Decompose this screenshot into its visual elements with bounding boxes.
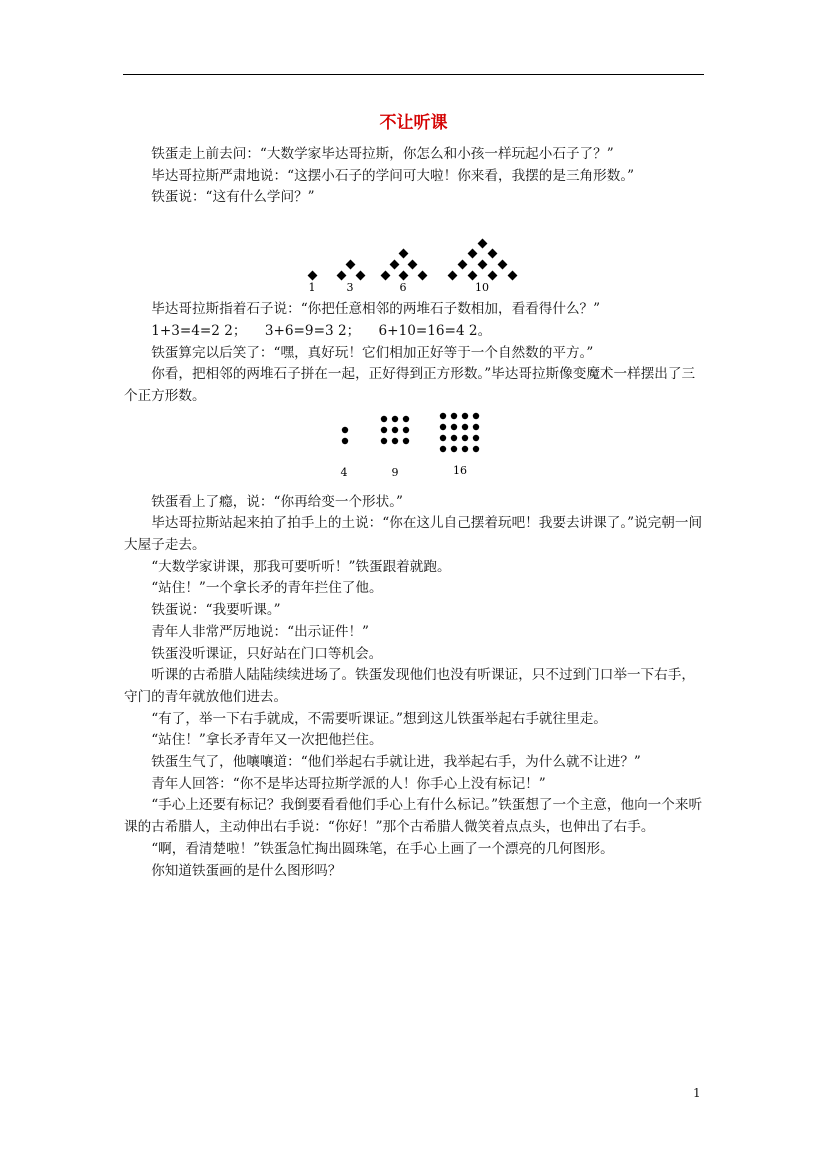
- figure-label: 3: [346, 281, 354, 292]
- figure-label: 10: [475, 281, 489, 292]
- stone-dot: [381, 271, 391, 281]
- paragraph: “大数学家讲课，那我可要听听！”铁蛋跟着就跑。: [151, 558, 451, 575]
- stone-dot: [458, 260, 468, 270]
- paragraph: 铁蛋没听课证，只好站在门口等机会。: [151, 645, 383, 662]
- stone-dot: [451, 434, 457, 440]
- stone-dot: [468, 271, 478, 281]
- stone-dot: [392, 426, 398, 432]
- stone-dot: [408, 260, 418, 270]
- stone-dot: [308, 271, 318, 281]
- stone-dot: [478, 239, 488, 249]
- stone-dot: [381, 415, 387, 421]
- stone-dot: [462, 445, 468, 451]
- stone-dot: [468, 249, 478, 259]
- stone-dot: [440, 423, 446, 429]
- paragraph: 毕达哥拉斯站起来拍了拍手上的土说：“你在这儿自己摆着玩吧！我要去讲课了。”说完朝一间大屋子走去。: [124, 515, 703, 554]
- figure-label: 16: [453, 463, 467, 477]
- stone-dot: [488, 249, 498, 259]
- stone-dot: [390, 260, 400, 270]
- figure-label: 1: [308, 281, 316, 292]
- paragraph: 你看，把相邻的两堆石子拼在一起，正好得到正方形数。”毕达哥拉斯像变魔术一样摆出了三个正方形数。: [124, 366, 696, 404]
- equation-line: [124, 321, 704, 343]
- stone-dot: [462, 434, 468, 440]
- paragraph: “站住！”拿长矛青年又一次把他拦住。: [151, 732, 383, 749]
- stone-dot: [403, 426, 409, 432]
- equation: 3+6=9=3 2；: [264, 322, 361, 339]
- stone-dot: [399, 249, 409, 259]
- stone-dot: [473, 445, 479, 451]
- paragraph: “手心上还要有标记？我倒要看看他们手心上有什么标记。”铁蛋想了一个主意，他向一个来听课的古希腊人，主动伸出右手说：“你好！”那个古希腊人微笑着点点头，也伸出了右手。: [124, 797, 703, 836]
- stone-dot: [473, 434, 479, 440]
- paragraph: 铁蛋生气了，他嚷嚷道：“他们举起右手就让进，我举起右手，为什么就不让进？”: [151, 754, 641, 771]
- stone-dot: [440, 445, 446, 451]
- stone-dot: [356, 271, 366, 281]
- square-numbers-figure: [329, 412, 509, 482]
- stone-dot: [498, 260, 508, 270]
- paragraph: “有了，举一下右手就成，不需要听课证。”想到这儿铁蛋举起右手就往里走。: [151, 710, 607, 727]
- triangular-numbers-figure: [302, 213, 562, 291]
- equation: 6+10=16=4 2。: [378, 322, 492, 339]
- figure-label: 9: [391, 465, 399, 479]
- stone-dot: [448, 271, 458, 281]
- stone-dot: [440, 434, 446, 440]
- figure-label: 4: [340, 465, 348, 479]
- stone-dot: [462, 423, 468, 429]
- paragraph: 听课的古希腊人陆陆续续进场了。铁蛋发现他们也没有听课证，只不过到门口举一下右手，守门的青年就放他们进去。: [124, 667, 695, 705]
- paragraph: 铁蛋看上了瘾，说：“你再给变一个形状。”: [151, 493, 403, 510]
- stone-dot: [392, 437, 398, 443]
- stone-dot: [346, 260, 356, 270]
- stone-dot: [451, 445, 457, 451]
- stone-dot: [342, 426, 348, 432]
- equation: 1+3=4=2 2；: [151, 322, 247, 339]
- stone-dot: [381, 426, 387, 432]
- stone-dot: [403, 437, 409, 443]
- stone-dot: [399, 271, 409, 281]
- paragraph: “站住！”一个拿长矛的青年拦住了他。: [151, 580, 383, 597]
- body-text: [124, 144, 704, 882]
- paragraph: 铁蛋说：“这有什么学问？”: [151, 189, 315, 206]
- paragraph: 青年人非常严厉地说：“出示证件！”: [151, 623, 369, 640]
- stone-dot: [418, 271, 428, 281]
- stone-dot: [403, 415, 409, 421]
- stone-dot: [488, 271, 498, 281]
- page-title: 不让听课: [379, 113, 448, 133]
- stone-dot: [508, 271, 518, 281]
- header-rule: [123, 74, 704, 75]
- stone-dot: [473, 412, 479, 418]
- stone-dot: [473, 423, 479, 429]
- paragraph: 青年人回答：“你不是毕达哥拉斯学派的人！你手心上没有标记！”: [151, 775, 546, 792]
- stone-dot: [392, 415, 398, 421]
- paragraph: 你知道铁蛋画的是什么图形吗？: [151, 862, 342, 879]
- stone-dot: [451, 412, 457, 418]
- stone-dot: [337, 271, 347, 281]
- stone-dot: [462, 412, 468, 418]
- figure-label: 6: [399, 281, 407, 292]
- paragraph: 毕达哥拉斯指着石子说：“你把任意相邻的两堆石子数相加，看看得什么？”: [151, 301, 601, 318]
- paragraph: 毕达哥拉斯严肃地说：“这摆小石子的学问可大啦！你来看，我摆的是三角形数。”: [151, 167, 635, 184]
- paragraph: 铁蛋算完以后笑了：“嘿，真好玩！它们相加正好等于一个自然数的平方。”: [151, 344, 594, 361]
- paragraph: “啊，看清楚啦！”铁蛋急忙掏出圆珠笔，在手心上画了一个漂亮的几何图形。: [151, 840, 614, 857]
- paragraph: 铁蛋走上前去问：“大数学家毕达哥拉斯，你怎么和小孩一样玩起小石子了？”: [151, 146, 614, 162]
- stone-dot: [342, 437, 348, 443]
- stone-dot: [478, 260, 488, 270]
- page-number: 1: [693, 1086, 701, 1100]
- paragraph: 铁蛋说：“我要听课。”: [151, 602, 281, 619]
- stone-dot: [381, 437, 387, 443]
- stone-dot: [440, 412, 446, 418]
- stone-dot: [451, 423, 457, 429]
